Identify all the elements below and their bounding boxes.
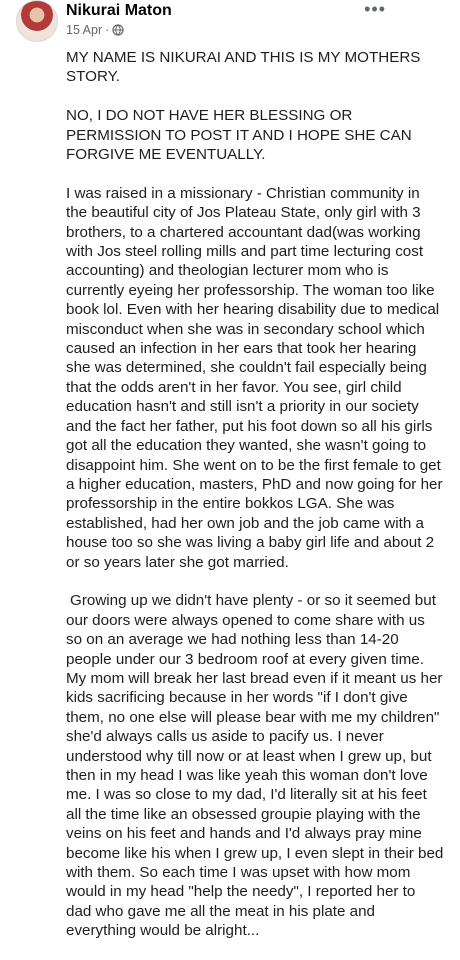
avatar[interactable] [16, 0, 58, 42]
post-paragraph: Growing up we didn't have plenty - or so it seemed but our doors were always opened to come share with us so on an average we had nothing less than 14-20 people under our 3 bedroom roof at every given time. My mom will break her last bread even if it meant us her kids sacrificing because in her words "if I don't give them, no one else will please bear with me my children" she'd always calls us aside to pacify us. I never understood why till now or at least when I grew up, but then in my head I was like yeah this woman don't love me. I was so close to my dad, I'd literally sit at his feet all the time like an obsessed groupie playing with the veins on his feet and hands and I'd always pray mine become like his when I grew up, I even slept in their bed with them. So each time I was upset with how mom would in my head "help the needy", I reported her to dad who gave me all the meat in his plate and everything would be alright... [66, 592, 444, 940]
post-paragraph: NO, I DO NOT HAVE HER BLESSING OR PERMISSION TO POST IT AND I HOPE SHE CAN FORGIVE ME EVENTUALLY. [66, 107, 412, 164]
more-options-icon[interactable]: ••• [364, 0, 386, 19]
post-header [66, 0, 460, 44]
post-date[interactable]: 15 Apr [66, 23, 103, 37]
post-paragraph: MY NAME IS NIKURAI AND THIS IS MY MOTHERS STORY. [66, 49, 421, 86]
post-body [66, 48, 444, 960]
post-paragraph: I was raised in a missionary - Christian community in the beautiful city of Jos Plateau State, only girl with 3 brothers, to a chartered accountant dad(was working with Jos steel rolling mills and part time lecturing cost accounting) and theologian lecturer mom who is currently eyeing her professorship. The woman too like book lol. Even with her hearing disability due to medical misconduct when she was in secondary school which caused an infection in her ears that took her hearing she was determined, she couldn't fail especially being that the odds aren't in her favor. You see, girl child education hasn't and still isn't a priority in our society and the fact her father, put his foot down so all his girls got all the education they wanted, she wasn't going to disappoint him. She went on to be the first female to get a higher education, masters, PhD and now going for her professorship in the entire bokkos LGA. She was established, had her own job and the job came with a house too so she was living a baby girl life and about 2 or so years later she got married. [66, 184, 443, 571]
author-name[interactable]: Nikurai Maton [66, 2, 172, 19]
meta-separator: · [105, 23, 110, 37]
globe-icon [112, 24, 124, 36]
post-meta [66, 23, 124, 37]
